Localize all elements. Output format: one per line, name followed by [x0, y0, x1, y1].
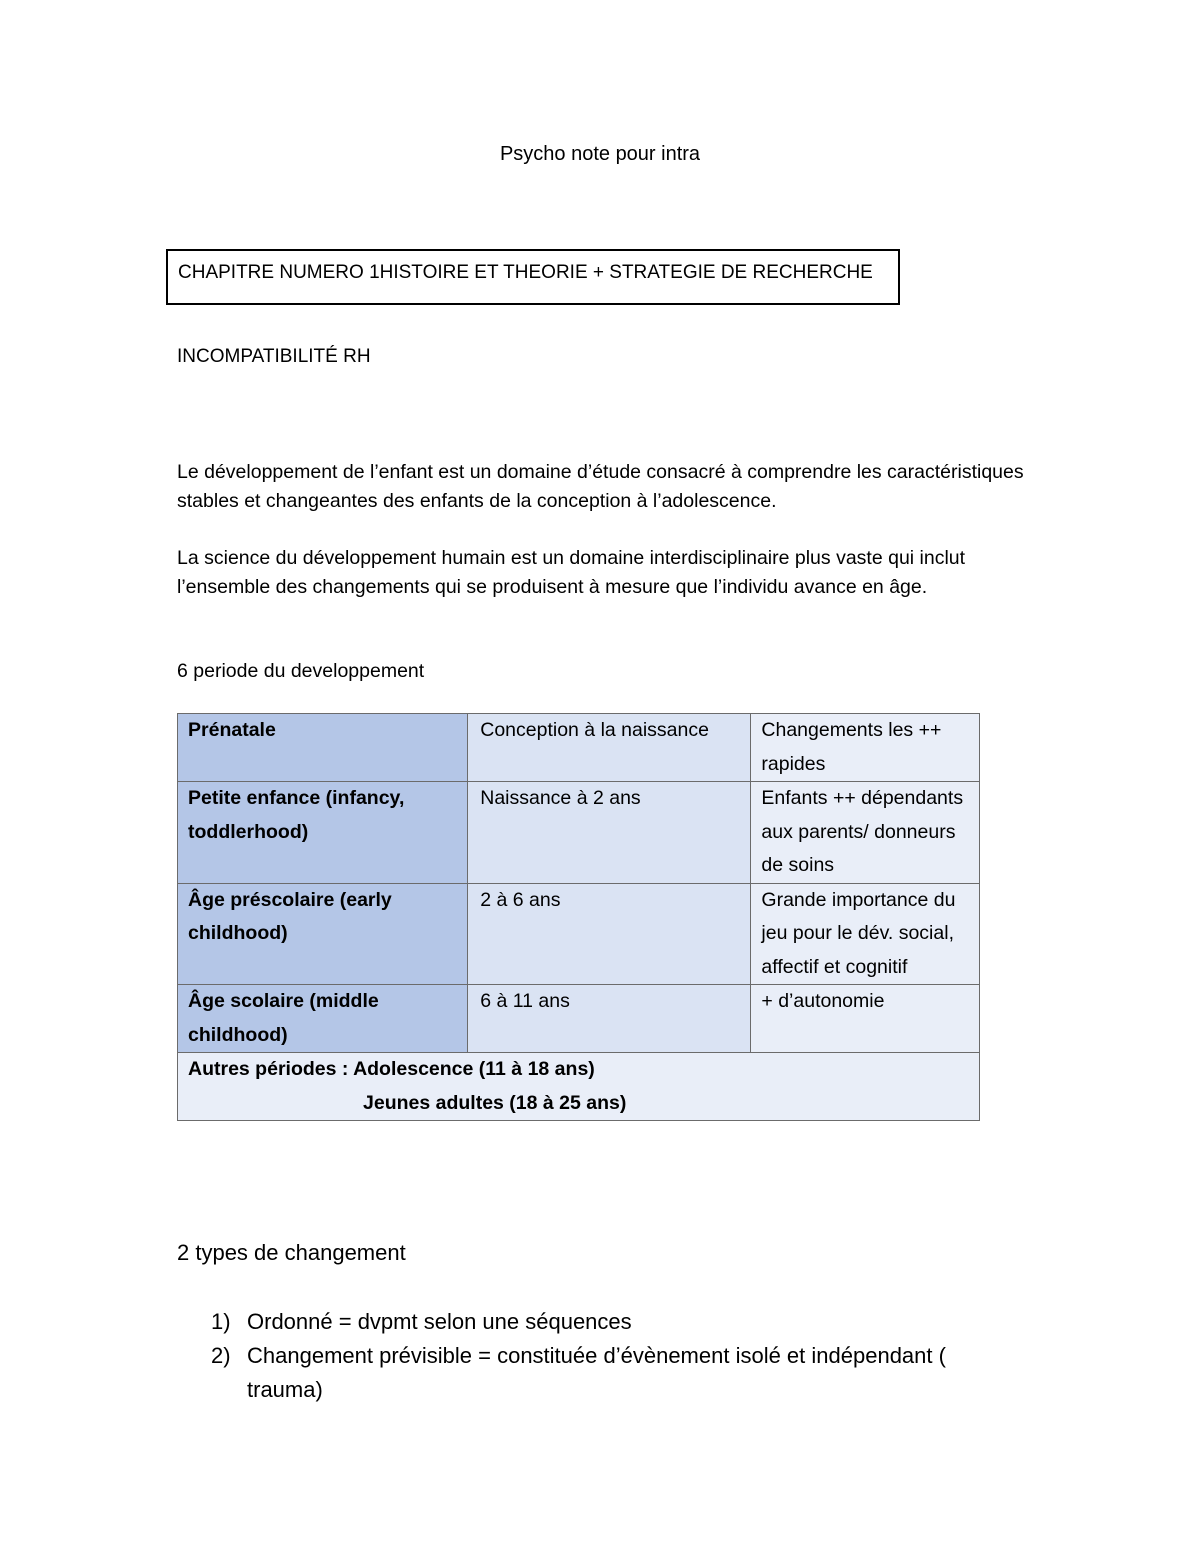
periods-label: 6 periode du developpement	[177, 660, 425, 682]
table-row	[178, 985, 980, 1053]
list-item-text: Changement prévisible = constituée d’évènement isolé et indépendant ( trauma)	[247, 1343, 946, 1402]
period-name-cell: Âge scolaire (middle childhood)	[178, 985, 468, 1053]
other-periods-line: Autres périodes : Adolescence (11 à 18 ans)	[188, 1058, 595, 1080]
table-row-other-periods	[178, 1053, 980, 1121]
period-description-cell: Enfants ++ dépendants aux parents/ donneurs de soins	[751, 782, 980, 884]
period-age-cell: 2 à 6 ans	[468, 883, 751, 985]
period-description-cell: Changements les ++ rapides	[751, 714, 980, 782]
period-description-cell: + d’autonomie	[751, 985, 980, 1053]
chapter-title-box: CHAPITRE NUMERO 1HISTOIRE ET THEORIE + STRATEGIE DE RECHERCHE	[166, 249, 900, 305]
list-item-number: 2)	[211, 1343, 231, 1368]
period-age-cell: 6 à 11 ans	[468, 985, 751, 1053]
period-description-cell: Grande importance du jeu pour le dév. social, affectif et cognitif	[751, 883, 980, 985]
change-types-list	[177, 1305, 957, 1407]
page-title: Psycho note pour intra	[499, 143, 701, 165]
other-periods-line: Jeunes adultes (18 à 25 ans)	[363, 1091, 627, 1114]
paragraph-human-development-science: La science du développement humain est un domaine interdisciplinaire plus vaste qui inclut l’ensemble des changements qui se produisent à mesure que l’individu avance en âge.	[177, 547, 966, 598]
table-row	[178, 782, 980, 884]
list-item-text: Ordonné = dvpmt selon une séquences	[247, 1309, 632, 1334]
period-name-cell: Prénatale	[178, 714, 468, 782]
period-age-cell: Naissance à 2 ans	[468, 782, 751, 884]
period-age-cell: Conception à la naissance	[468, 714, 751, 782]
period-name-cell: Petite enfance (infancy, toddlerhood)	[178, 782, 468, 884]
table-row	[178, 714, 980, 782]
period-name-cell: Âge préscolaire (early childhood)	[178, 883, 468, 985]
list-item	[177, 1305, 957, 1339]
section-heading: INCOMPATIBILITÉ RH	[177, 346, 371, 367]
list-item	[177, 1339, 957, 1407]
list-item-number: 1)	[211, 1309, 231, 1334]
development-periods-table	[177, 713, 980, 1121]
change-types-heading: 2 types de changement	[177, 1240, 406, 1265]
table-row	[178, 883, 980, 985]
paragraph-child-development: Le développement de l’enfant est un domaine d’étude consacré à comprendre les caractéristiques stables et changeantes des enfants de la conception à l’adolescence.	[177, 461, 1024, 512]
other-periods-cell	[178, 1053, 980, 1121]
